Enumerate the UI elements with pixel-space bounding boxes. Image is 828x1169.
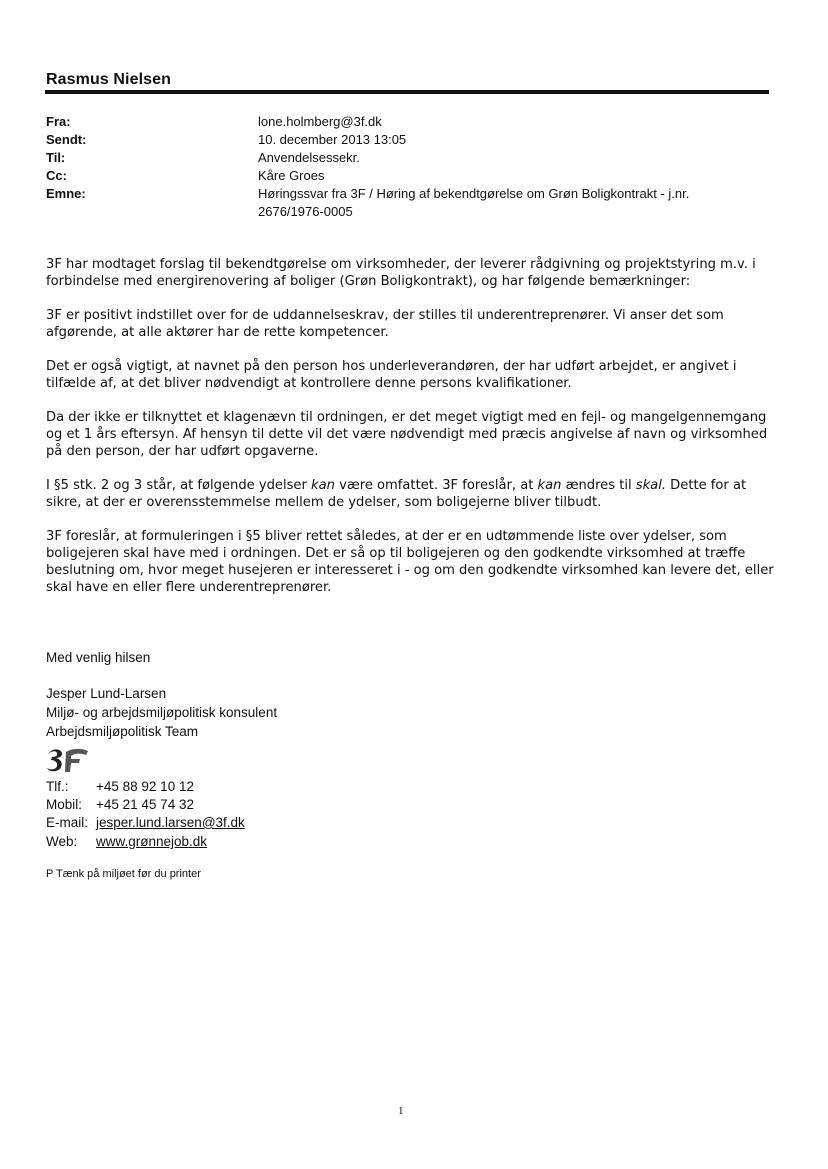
p5-kan-1: kan [311,478,335,493]
mobile-value: +45 21 45 74 32 [96,797,194,812]
p5-skal: skal. [635,478,667,493]
body-paragraph-3: Det er også vigtigt, at navnet på den person hos underleverandøren, der har udført arbejdet, er angivet i tilfælde af, at det bliver nødvendigt at kontrollere denne persons kvalifikationer. [46,359,737,391]
closing: Med venlig hilsen [46,650,151,665]
page-number: 1 [398,1105,404,1117]
signature-title: Miljø- og arbejdsmiljøpolitisk konsulent [46,705,278,720]
web-label: Web: [46,834,78,849]
subject-line-2: 2676/1976-0005 [258,204,353,219]
mobile-label: Mobil: [46,797,83,812]
3f-logo-icon [44,746,90,781]
sender-name: Rasmus Nielsen [46,71,172,88]
cc-label: Cc: [46,168,67,183]
sent-label: Sendt: [46,132,87,147]
signature-team: Arbejdsmiljøpolitisk Team [46,724,199,739]
body-paragraph-2: 3F er positivt indstillet over for de uddannelseskrav, der stilles til underentreprenører. Vi anser det som afgørende, at alle aktører har de rette kompetencer. [46,308,724,340]
from-label: Fra: [46,114,71,129]
footer-note: P Tænk på miljøet før du printer [46,868,201,880]
to-value: Anvendelsessekr. [258,150,360,165]
phone-label: Tlf.: [46,779,69,794]
signature-name: Jesper Lund-Larsen [46,686,167,701]
email-label: E-mail: [46,815,89,830]
sent-value: 10. december 2013 13:05 [258,132,407,147]
email-body [46,256,776,613]
p5-kan-2: kan [537,478,562,493]
from-value[interactable]: lone.holmberg@3f.dk [258,114,382,129]
p5-text-c: ændres til [561,478,636,493]
cc-value: Kåre Groes [258,168,325,183]
body-paragraph-1: 3F har modtaget forslag til bekendtgørelse om virksomheder, der leverer rådgivning og projektstyring m.v. i forbindelse med energirenovering af boliger (Grøn Boligkontrakt), og har følgende bemærkninger: [46,257,756,289]
p5-text-a: I §5 stk. 2 og 3 står, at følgende ydelser [46,478,312,493]
subject-label: Emne: [46,186,86,201]
p5-text-d: Dette for at sikre, at der er overensstemmelse mellem de ydelser, som boligejerne bliver tilbudt. [46,478,747,510]
p5-text-b: være omfattet. 3F foreslår, at [334,478,538,493]
phone-value: +45 88 92 10 12 [96,779,194,794]
to-label: Til: [46,150,66,165]
body-paragraph-6: 3F foreslår, at formuleringen i §5 bliver rettet således, at der er en udtømmende liste over ydelser, som boligejeren skal have med i ordningen. Det er så op til boligejeren og den godkendte virksomhed at træffe beslutning om, hvor meget husejeren er interesseret i - og om den godkendte virksomhed kan levere det, eller skal have en eller flere underentreprenører. [46,529,774,595]
subject-value [258,185,738,221]
header-rule [45,90,769,94]
body-paragraph-5 [46,477,776,511]
web-link[interactable]: www.grønnejob.dk [96,834,208,849]
subject-line-1: Høringssvar fra 3F / Høring af bekendtgørelse om Grøn Boligkontrakt - j.nr. [258,186,690,201]
email-link[interactable]: jesper.lund.larsen@3f.dk [96,815,245,830]
body-paragraph-4: Da der ikke er tilknyttet et klagenævn til ordningen, er det meget vigtigt med en fejl- og mangelgennemgang og et 1 års eftersyn. Af hensyn til dette vil det være nødvendigt med præcis angivelse af navn og virksomhed på den person, der har udført opgaverne. [46,410,768,459]
